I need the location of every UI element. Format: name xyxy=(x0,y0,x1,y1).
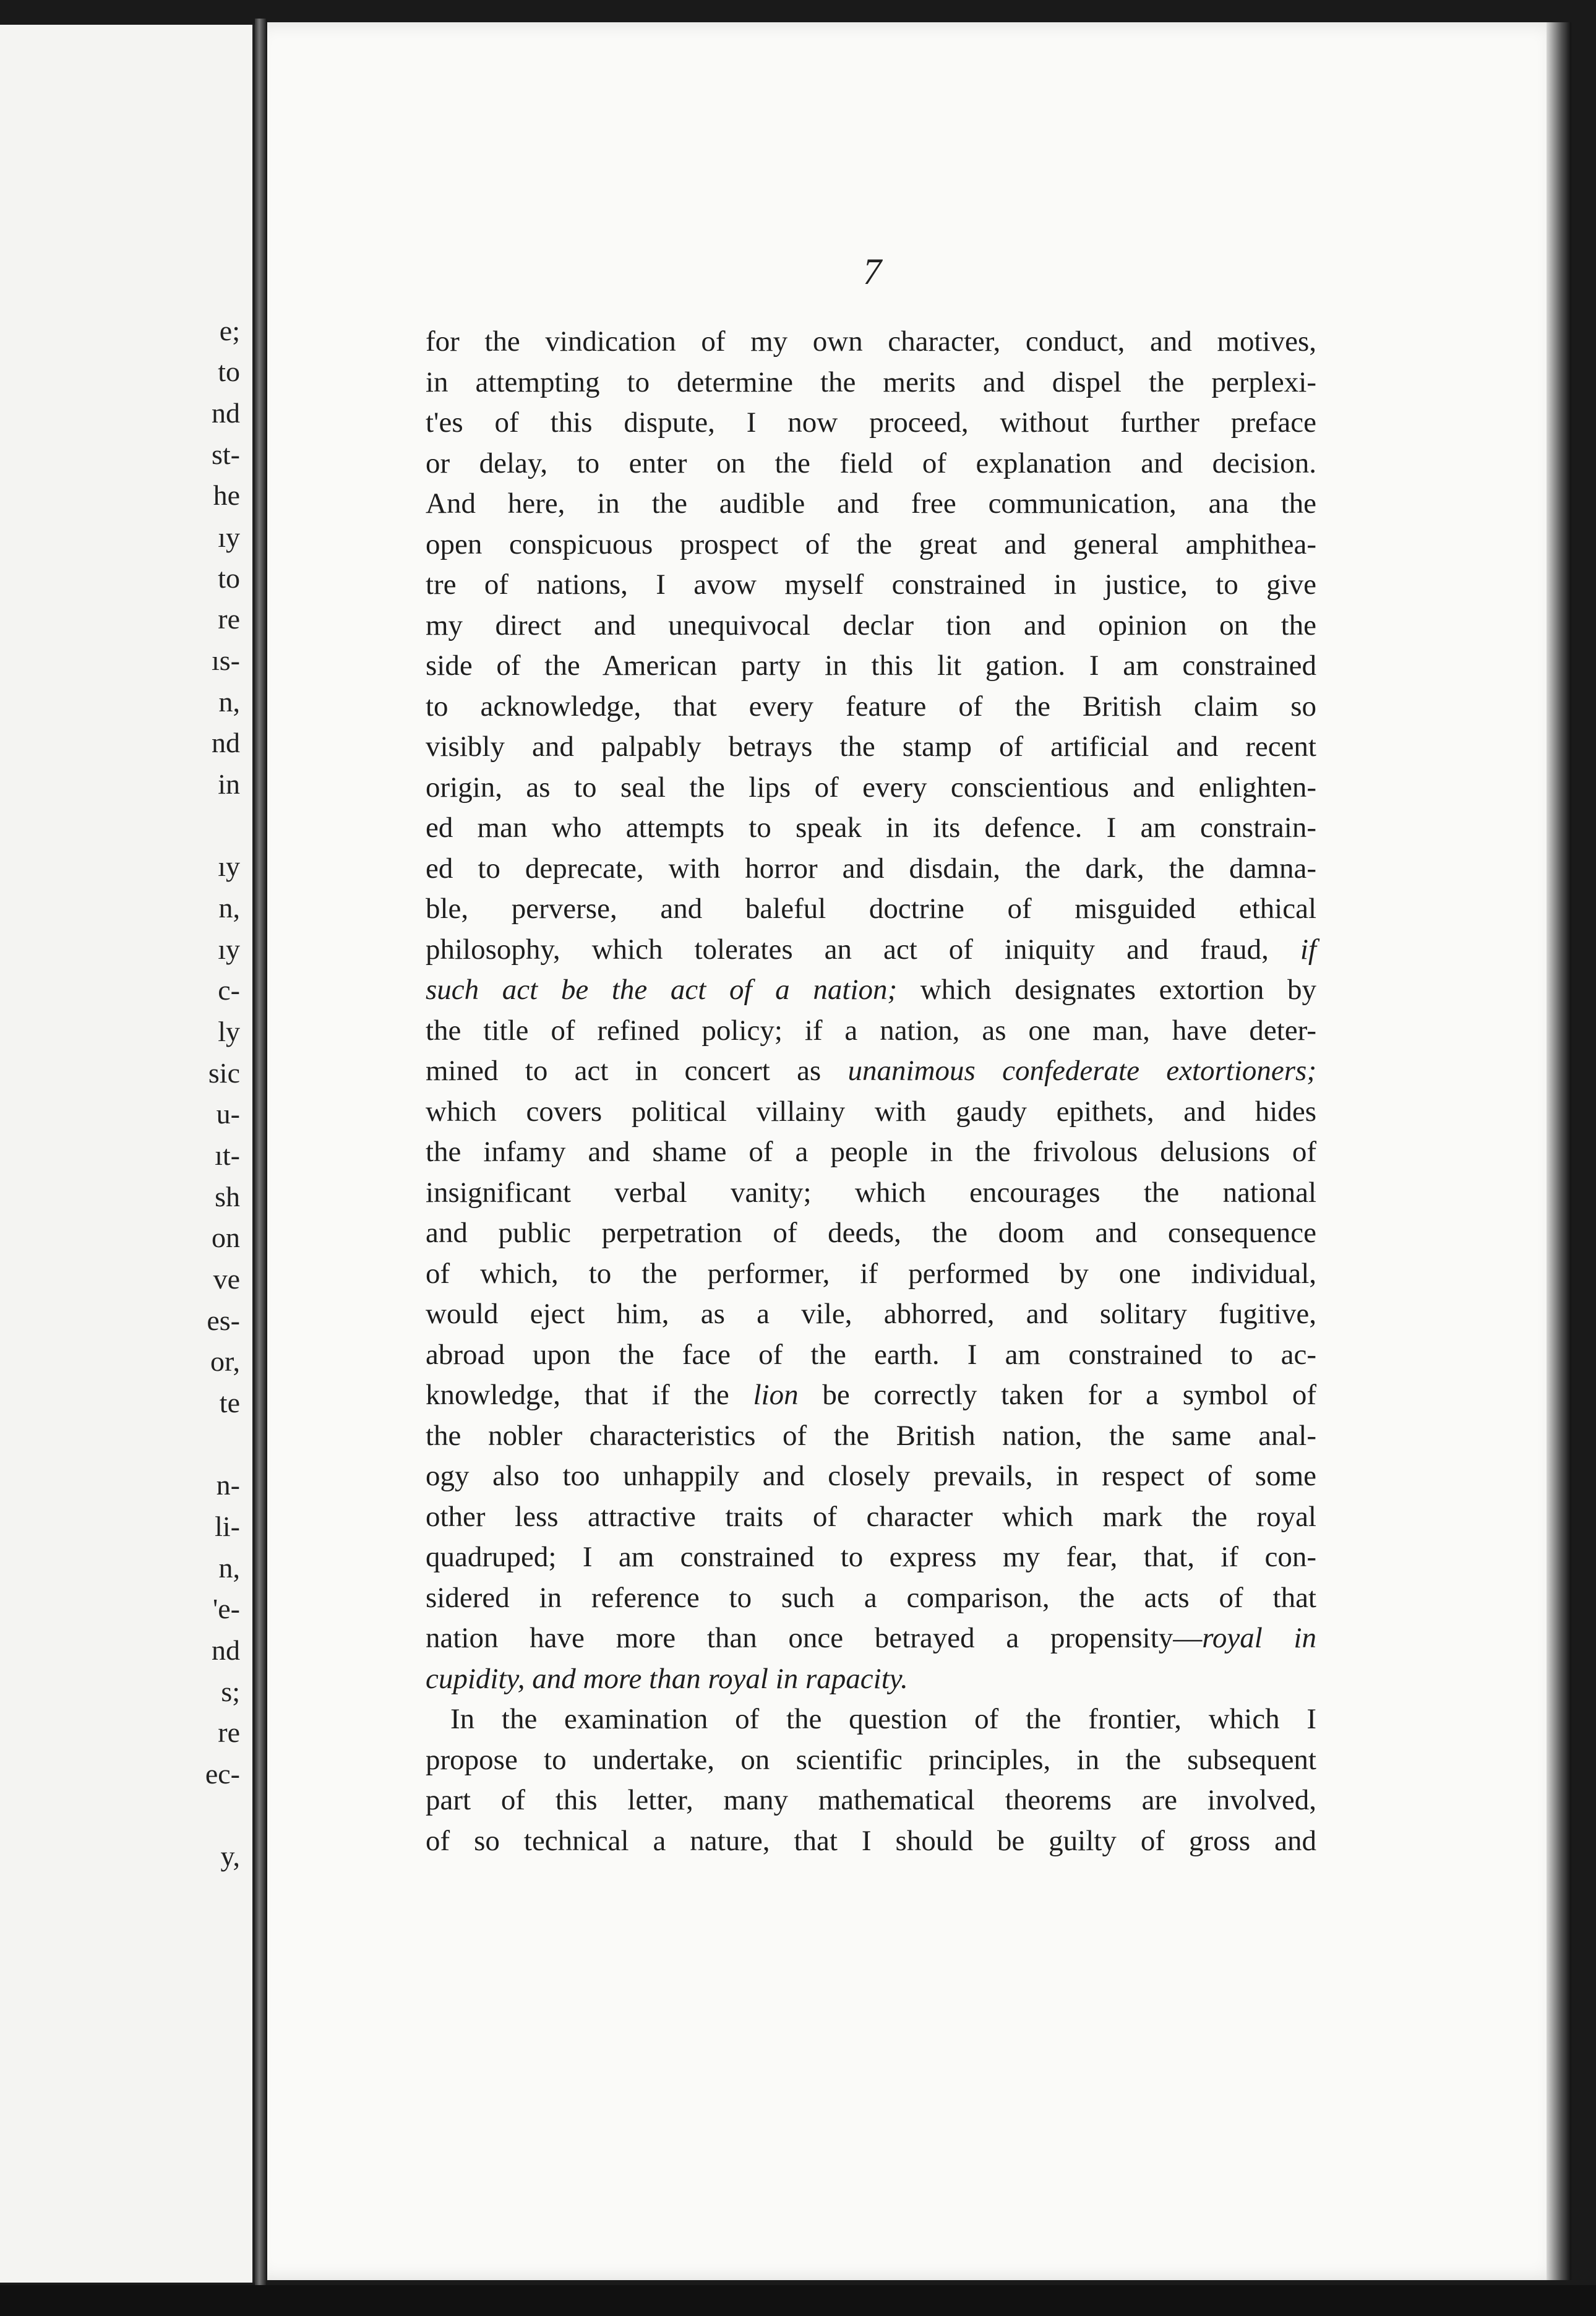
body-text xyxy=(426,322,1316,1861)
left-page-fragment: n, xyxy=(218,1552,240,1584)
left-page-fragment: ıt- xyxy=(215,1139,240,1171)
text-span: mined to act in concert as xyxy=(426,1055,848,1087)
text-line xyxy=(426,930,1316,971)
left-page-edge xyxy=(0,25,256,2283)
text-line: for the vindication of my own character, conduct, and motives, xyxy=(426,325,1316,358)
left-page-fragment: st- xyxy=(212,439,240,470)
italic-span: royal in xyxy=(1202,1622,1316,1654)
text-line xyxy=(426,1051,1316,1092)
text-line xyxy=(426,970,1316,1011)
left-page-fragment: sic xyxy=(208,1057,240,1089)
left-page-fragment: nd xyxy=(212,727,240,758)
text-line: in attempting to determine the merits and dispel the perplexi- xyxy=(426,366,1316,398)
right-page-edge xyxy=(1547,22,1571,2280)
left-page-fragment: ly xyxy=(218,1016,240,1047)
left-page-fragment: in xyxy=(218,768,240,800)
italic-span: unanimous confederate extortioners; xyxy=(847,1055,1316,1087)
text-line: part of this letter, many mathematical theorems are involved, xyxy=(426,1784,1316,1816)
italic-span: such act be the act of a nation; xyxy=(426,974,898,1006)
left-page-fragment: ve xyxy=(213,1263,240,1295)
text-line: ogy also too unhappily and closely prevails, in respect of some xyxy=(426,1460,1316,1492)
left-page-fragment: ıy xyxy=(218,851,240,882)
text-line: abroad upon the face of the earth. I am constrained to ac- xyxy=(426,1338,1316,1371)
left-page-fragment: es- xyxy=(207,1305,240,1336)
left-page-fragment: on xyxy=(212,1222,240,1253)
left-page-fragment: sh xyxy=(215,1181,240,1212)
left-page-fragment: te xyxy=(219,1387,240,1418)
left-page-fragment: or, xyxy=(210,1345,240,1377)
left-page-fragment: re xyxy=(218,1717,240,1748)
text-line xyxy=(426,1375,1316,1416)
left-page-fragment: 'e- xyxy=(212,1593,240,1624)
left-page-fragment: c- xyxy=(218,974,240,1006)
left-page-fragment: ıy xyxy=(218,521,240,553)
text-line xyxy=(426,1618,1316,1659)
book-gutter xyxy=(255,19,266,2301)
left-page-fragment: li- xyxy=(215,1511,240,1542)
italic-span: lion xyxy=(753,1379,799,1411)
left-page-fragment: to xyxy=(218,356,240,387)
text-line: to acknowledge, that every feature of the British claim so xyxy=(426,690,1316,723)
left-page-fragment: n, xyxy=(218,892,240,924)
left-page-fragment: nd xyxy=(212,397,240,429)
text-span: knowledge, that if the xyxy=(426,1379,753,1411)
page-number: 7 xyxy=(863,251,882,292)
left-page-fragment: e; xyxy=(219,315,240,346)
left-page-fragment: n, xyxy=(218,686,240,718)
text-line: quadruped; I am constrained to express my fear, that, if con- xyxy=(426,1541,1316,1573)
text-line: ble, perverse, and baleful doctrine of misguided ethical xyxy=(426,893,1316,925)
left-page-fragment: re xyxy=(218,603,240,635)
left-page-fragment: ıy xyxy=(218,933,240,965)
text-line: of which, to the performer, if performed by one individual, xyxy=(426,1257,1316,1290)
text-line: propose to undertake, on scientific principles, in the subsequent xyxy=(426,1743,1316,1776)
text-line: And here, in the audible and free communication, ana the xyxy=(426,487,1316,520)
text-line: sidered in reference to such a comparison, the acts of that xyxy=(426,1581,1316,1614)
left-page-fragment: n- xyxy=(216,1469,240,1501)
text-line: tre of nations, I avow myself constrained in justice, to give xyxy=(426,568,1316,601)
italic-span: if xyxy=(1300,933,1316,966)
text-line: other less attractive traits of character which mark the royal xyxy=(426,1500,1316,1533)
left-page-fragment: he xyxy=(213,479,240,511)
text-line: ed to deprecate, with horror and disdain, the dark, the damna- xyxy=(426,852,1316,885)
text-span: be correctly taken for a symbol of xyxy=(798,1379,1316,1411)
scan-bottom-edge xyxy=(0,2285,1596,2316)
text-line: insignificant verbal vanity; which encourages the national xyxy=(426,1176,1316,1209)
text-line xyxy=(426,1659,1316,1700)
text-line: and public perpetration of deeds, the doom and consequence xyxy=(426,1217,1316,1249)
text-line: open conspicuous prospect of the great and general amphithea- xyxy=(426,528,1316,560)
text-line: side of the American party in this lit gation. I am constrained xyxy=(426,650,1316,682)
text-line: which covers political villainy with gaudy epithets, and hides xyxy=(426,1095,1316,1128)
text-line: origin, as to seal the lips of every conscientious and enlighten- xyxy=(426,771,1316,804)
text-line: would eject him, as a vile, abhorred, and solitary fugitive, xyxy=(426,1298,1316,1330)
italic-span: cupidity, and more than royal in rapacity. xyxy=(426,1662,908,1695)
left-page-fragments xyxy=(0,25,247,2283)
left-page-fragment: ıs- xyxy=(212,645,240,676)
text-line: ed man who attempts to speak in its defence. I am constrain- xyxy=(426,812,1316,844)
text-line: visibly and palpably betrays the stamp of artificial and recent xyxy=(426,731,1316,763)
text-line: the title of refined policy; if a nation, as one man, have deter- xyxy=(426,1014,1316,1047)
text-line: my direct and unequivocal declar tion and opinion on the xyxy=(426,609,1316,641)
text-line: or delay, to enter on the field of explanation and decision. xyxy=(426,447,1316,479)
text-line: of so technical a nature, that I should be guilty of gross and xyxy=(426,1824,1316,1857)
left-page-fragment: nd xyxy=(212,1634,240,1666)
text-line: t'es of this dispute, I now proceed, without further preface xyxy=(426,406,1316,439)
left-page-fragment: s; xyxy=(221,1676,240,1707)
text-span: nation have more than once betrayed a propensity— xyxy=(426,1622,1203,1654)
left-page-fragment: y, xyxy=(220,1840,240,1872)
text-line: the nobler characteristics of the British nation, the same anal- xyxy=(426,1419,1316,1452)
text-span: philosophy, which tolerates an act of iniquity and fraud, xyxy=(426,933,1300,966)
left-page-fragment: u- xyxy=(216,1098,240,1130)
text-line: the infamy and shame of a people in the frivolous delusions of xyxy=(426,1136,1316,1168)
text-line: In the examination of the question of the frontier, which I xyxy=(450,1703,1316,1735)
left-page-fragment: to xyxy=(218,562,240,594)
left-page-fragment: ec- xyxy=(205,1758,240,1790)
text-span: which designates extortion by xyxy=(897,974,1316,1006)
